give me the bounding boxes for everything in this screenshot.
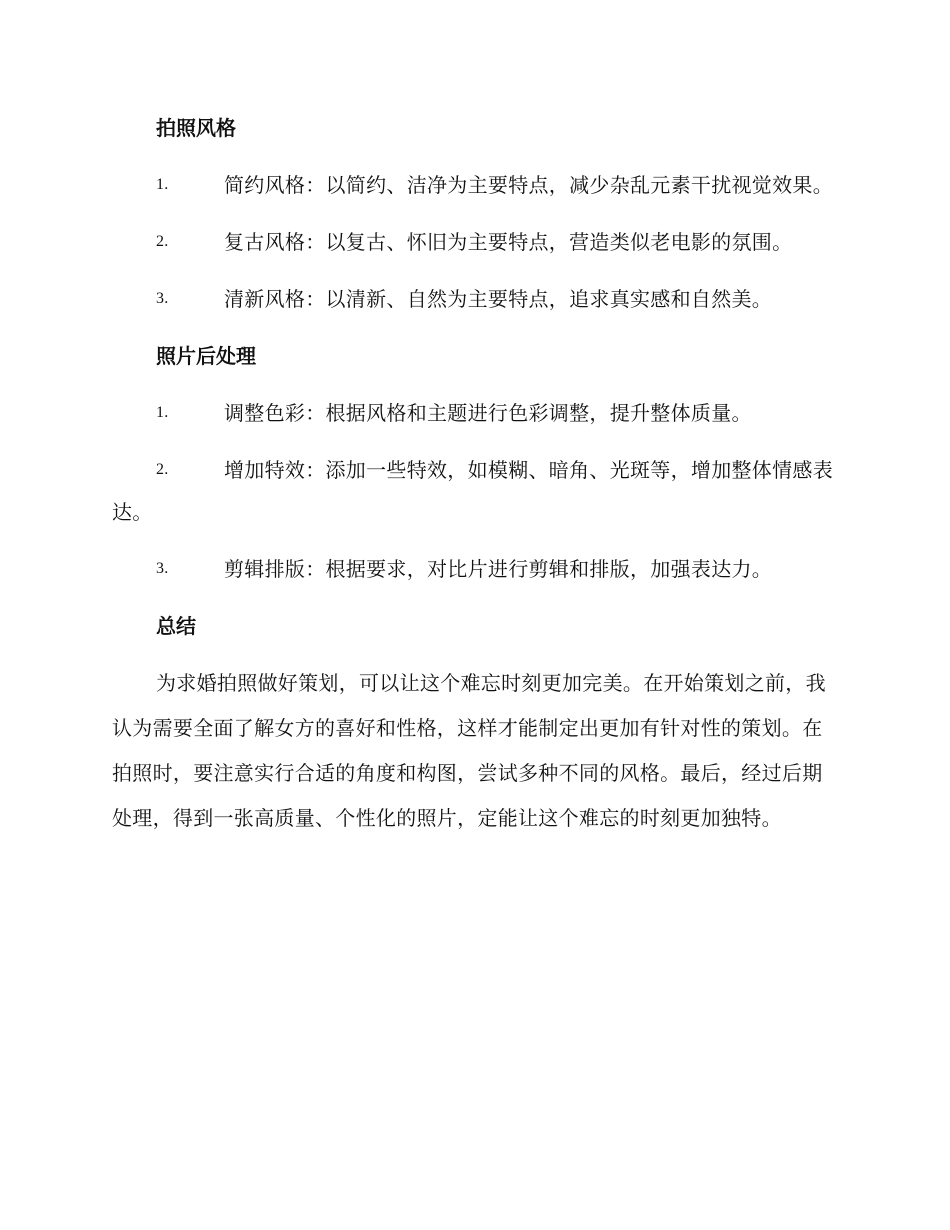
list-item-number: 3. — [156, 290, 169, 307]
list-item-text: 清新风格：以清新、自然为主要特点，追求真实感和自然美。 — [224, 287, 773, 311]
list-item — [112, 397, 838, 429]
list-item-number: 3. — [156, 560, 169, 577]
list-item-text: 剪辑排版：根据要求，对比片进行剪辑和排版，加强表达力。 — [224, 557, 773, 581]
list-item-number: 1. — [156, 176, 169, 193]
list-item — [112, 553, 838, 585]
list-item — [112, 449, 838, 533]
section-heading-post-processing: 照片后处理 — [156, 344, 256, 368]
list-item — [112, 226, 838, 258]
list-item-text: 增加特效：添加一些特效，如模糊、暗角、光斑等，增加整体情感表达。 — [112, 458, 833, 524]
list-item-number: 2. — [156, 233, 169, 250]
list-item-number: 1. — [156, 404, 169, 421]
section-heading-summary: 总结 — [156, 614, 196, 638]
list-item-text: 复古风格：以复古、怀旧为主要特点，营造类似老电影的氛围。 — [224, 230, 793, 254]
summary-paragraph: 为求婚拍照做好策划，可以让这个难忘时刻更加完美。在开始策划之前，我认为需要全面了解女方的喜好和性格，这样才能制定出更加有针对性的策划。在拍照时，要注意实行合适的角度和构图，尝试多种不同的风格。最后，经过后期处理，得到一张高质量、个性化的照片，定能让这个难忘的时刻更加独特。 — [112, 671, 826, 830]
list-item-number: 2. — [156, 461, 169, 478]
list-item-text: 调整色彩：根据风格和主题进行色彩调整，提升整体质量。 — [224, 401, 752, 425]
list-item-text: 简约风格：以简约、洁净为主要特点，减少杂乱元素干扰视觉效果。 — [224, 173, 833, 197]
section-heading-photo-style: 拍照风格 — [156, 116, 236, 140]
list-item — [112, 164, 838, 206]
list-item — [112, 283, 838, 315]
